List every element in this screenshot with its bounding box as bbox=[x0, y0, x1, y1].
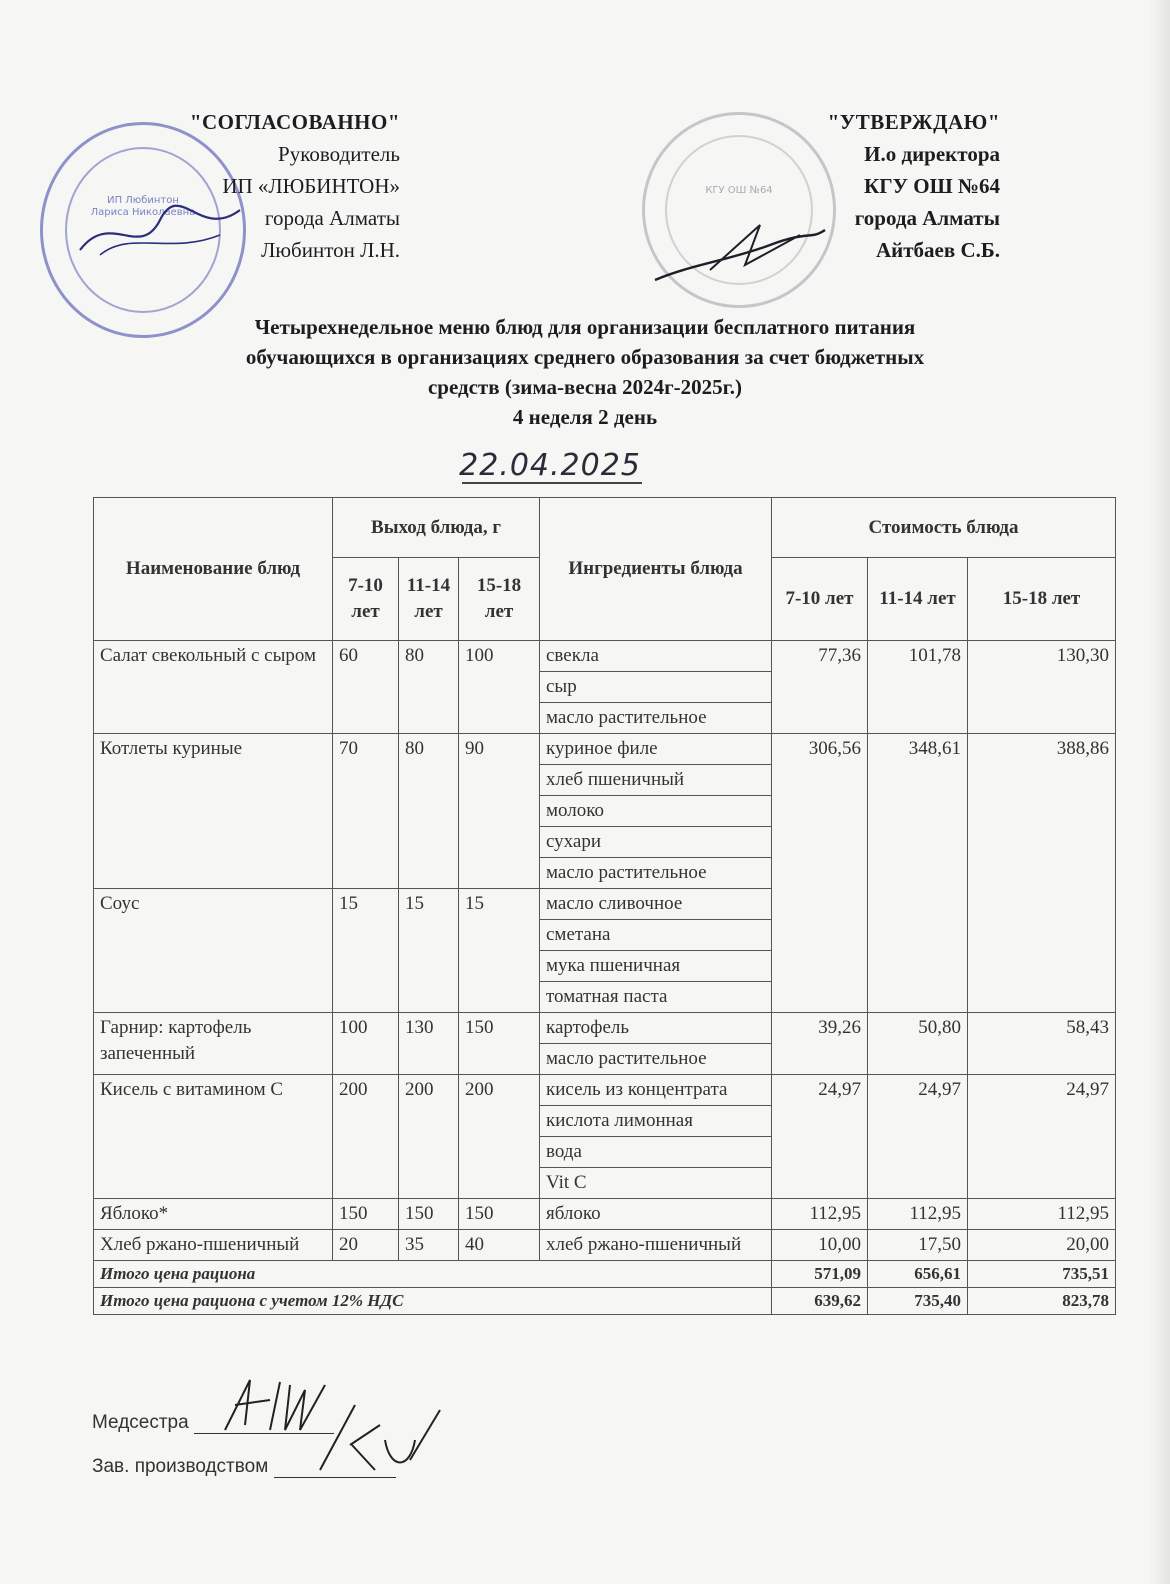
ingredient: вода bbox=[540, 1137, 772, 1168]
header-cost-11-14: 11-14 лет bbox=[868, 558, 968, 641]
ingredient: молоко bbox=[540, 796, 772, 827]
dish-yield-15-18: 150 bbox=[459, 1013, 540, 1075]
ingredient: куриное филе bbox=[540, 734, 772, 765]
ingredient: масло растительное bbox=[540, 1044, 772, 1075]
ingredient: масло растительное bbox=[540, 703, 772, 734]
approval-city: города Алматы bbox=[264, 206, 400, 230]
dish-yield-15-18: 100 bbox=[459, 641, 540, 734]
dish-cost-15-18: 58,43 bbox=[968, 1013, 1116, 1075]
production-manager-label: Зав. производством bbox=[92, 1456, 269, 1477]
ingredient: сыр bbox=[540, 672, 772, 703]
header-cost-7-10: 7-10 лет bbox=[772, 558, 868, 641]
ingredient: картофель bbox=[540, 1013, 772, 1044]
approval-organization: КГУ ОШ №64 bbox=[864, 174, 1000, 198]
total-label: Итого цена рациона bbox=[94, 1261, 772, 1288]
dish-yield-15-18: 90 bbox=[459, 734, 540, 889]
dish-cost-15-18: 130,30 bbox=[968, 641, 1116, 734]
ingredient: масло растительное bbox=[540, 858, 772, 889]
dish-yield-7-10: 200 bbox=[333, 1075, 399, 1199]
ingredient: сметана bbox=[540, 920, 772, 951]
seal-text: КГУ ОШ №64 bbox=[705, 185, 773, 196]
dish-cost-11-14: 24,97 bbox=[868, 1075, 968, 1199]
dish-name: Хлеб ржано-пшеничный bbox=[94, 1230, 333, 1261]
dish-cost-11-14: 17,50 bbox=[868, 1230, 968, 1261]
dish-cost-11-14: 50,80 bbox=[868, 1013, 968, 1075]
dish-yield-15-18: 200 bbox=[459, 1075, 540, 1199]
dish-cost-15-18: 112,95 bbox=[968, 1199, 1116, 1230]
total-vat-label: Итого цена рациона с учетом 12% НДС bbox=[94, 1288, 772, 1315]
nurse-label: Медсестра bbox=[92, 1412, 189, 1433]
handwritten-date: 22.04.2025 bbox=[459, 448, 641, 483]
dish-cost-11-14: 348,61 bbox=[868, 734, 968, 1013]
approval-position: Руководитель bbox=[278, 142, 400, 166]
signature-right bbox=[650, 210, 830, 290]
dish-cost-7-10: 39,26 bbox=[772, 1013, 868, 1075]
dish-name: Салат свекольный с сыром bbox=[94, 641, 333, 734]
date-underline bbox=[462, 482, 642, 484]
title-line: обучающихся в организациях среднего образования за счет бюджетных bbox=[245, 345, 925, 369]
ingredient: кислота лимонная bbox=[540, 1106, 772, 1137]
dish-yield-11-14: 200 bbox=[399, 1075, 459, 1199]
approval-position: И.о директора bbox=[864, 142, 1000, 166]
dish-name: Котлеты куриные bbox=[94, 734, 333, 889]
approval-organization: ИП «ЛЮБИНТОН» bbox=[222, 174, 400, 198]
header-yield-11-14: 11-14 лет bbox=[399, 558, 459, 641]
header-yield-7-10: 7-10 лет bbox=[333, 558, 399, 641]
header-yield-15-18: 15-18 лет bbox=[459, 558, 540, 641]
seal-text: ИП Любинтон Лариса Николаевна bbox=[90, 195, 196, 218]
dish-yield-11-14: 35 bbox=[399, 1230, 459, 1261]
page-edge-shadow bbox=[1148, 0, 1170, 1584]
dish-yield-7-10: 100 bbox=[333, 1013, 399, 1075]
dish-cost-15-18: 24,97 bbox=[968, 1075, 1116, 1199]
ingredient: масло сливочное bbox=[540, 889, 772, 920]
document-title bbox=[60, 312, 1110, 432]
signature-production bbox=[300, 1400, 450, 1480]
dish-yield-7-10: 20 bbox=[333, 1230, 399, 1261]
header-cost: Стоимость блюда bbox=[772, 498, 1116, 558]
dish-yield-11-14: 150 bbox=[399, 1199, 459, 1230]
approval-person: Любинтон Л.Н. bbox=[261, 238, 400, 262]
ingredient: томатная паста bbox=[540, 982, 772, 1013]
dish-name: Яблоко* bbox=[94, 1199, 333, 1230]
menu-table bbox=[93, 497, 1116, 1315]
title-line: Четырехнедельное меню блюд для организации бесплатного питания bbox=[254, 315, 916, 339]
ingredient: свекла bbox=[540, 641, 772, 672]
dish-yield-15-18: 15 bbox=[459, 889, 540, 1013]
dish-yield-11-14: 80 bbox=[399, 734, 459, 889]
dish-cost-7-10: 112,95 bbox=[772, 1199, 868, 1230]
ingredient: мука пшеничная bbox=[540, 951, 772, 982]
dish-cost-11-14: 101,78 bbox=[868, 641, 968, 734]
ingredient: хлеб пшеничный bbox=[540, 765, 772, 796]
ingredient: яблоко bbox=[540, 1199, 772, 1230]
dish-cost-7-10: 77,36 bbox=[772, 641, 868, 734]
ingredient: сухари bbox=[540, 827, 772, 858]
dish-yield-7-10: 60 bbox=[333, 641, 399, 734]
total-vat-cost-7-10: 639,62 bbox=[772, 1288, 868, 1315]
dish-yield-15-18: 150 bbox=[459, 1199, 540, 1230]
approval-title: "УТВЕРЖДАЮ" bbox=[827, 110, 1000, 134]
approval-person: Айтбаев С.Б. bbox=[875, 238, 1000, 262]
total-vat-cost-15-18: 823,78 bbox=[968, 1288, 1116, 1315]
dish-cost-15-18: 20,00 bbox=[968, 1230, 1116, 1261]
dish-cost-7-10: 24,97 bbox=[772, 1075, 868, 1199]
total-vat-cost-11-14: 735,40 bbox=[868, 1288, 968, 1315]
dish-yield-7-10: 70 bbox=[333, 734, 399, 889]
dish-cost-15-18: 388,86 bbox=[968, 734, 1116, 1013]
total-cost-7-10: 571,09 bbox=[772, 1261, 868, 1288]
dish-name: Соус bbox=[94, 889, 333, 1013]
dish-yield-11-14: 80 bbox=[399, 641, 459, 734]
ingredient: Vit C bbox=[540, 1168, 772, 1199]
dish-yield-7-10: 15 bbox=[333, 889, 399, 1013]
signature-left bbox=[70, 190, 250, 270]
approval-title: "СОГЛАСОВАННО" bbox=[189, 110, 400, 134]
title-line: 4 неделя 2 день bbox=[512, 405, 658, 429]
header-ingredients: Ингредиенты блюда bbox=[540, 498, 772, 641]
ingredient: кисель из концентрата bbox=[540, 1075, 772, 1106]
header-cost-15-18: 15-18 лет bbox=[968, 558, 1116, 641]
dish-yield-11-14: 15 bbox=[399, 889, 459, 1013]
total-cost-11-14: 656,61 bbox=[868, 1261, 968, 1288]
dish-yield-11-14: 130 bbox=[399, 1013, 459, 1075]
dish-yield-15-18: 40 bbox=[459, 1230, 540, 1261]
dish-cost-11-14: 112,95 bbox=[868, 1199, 968, 1230]
dish-cost-7-10: 306,56 bbox=[772, 734, 868, 1013]
header-dish-name: Наименование блюд bbox=[94, 498, 333, 641]
dish-cost-7-10: 10,00 bbox=[772, 1230, 868, 1261]
ingredient: хлеб ржано-пшеничный bbox=[540, 1230, 772, 1261]
approval-city: города Алматы bbox=[854, 206, 1000, 230]
title-line: средств (зима-весна 2024г-2025г.) bbox=[427, 375, 743, 399]
dish-name: Кисель с витамином С bbox=[94, 1075, 333, 1199]
dish-name: Гарнир: картофель запеченный bbox=[94, 1013, 333, 1075]
total-cost-15-18: 735,51 bbox=[968, 1261, 1116, 1288]
header-yield: Выход блюда, г bbox=[333, 498, 540, 558]
dish-yield-7-10: 150 bbox=[333, 1199, 399, 1230]
